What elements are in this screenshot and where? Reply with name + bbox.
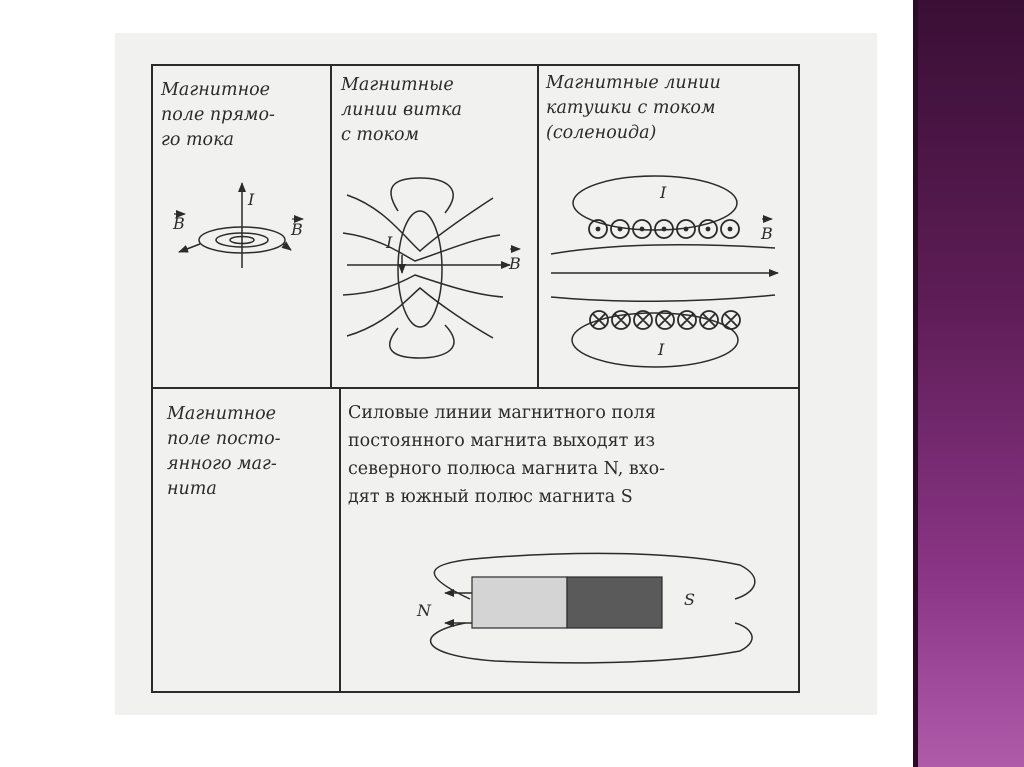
- description-line: постоянного магнита выходят из: [348, 431, 656, 451]
- solenoid-current-bottom: I: [658, 340, 665, 359]
- caption-line: нита: [167, 479, 217, 499]
- caption-permanent-magnet: [167, 402, 281, 502]
- coil-field-label: B: [509, 254, 521, 273]
- caption-line: Магнитные линии: [546, 73, 721, 93]
- description-line: северного полюса магнита N, вхо-: [348, 459, 666, 479]
- straight-current-diagram: [179, 183, 291, 268]
- field-label-left: B: [173, 214, 185, 233]
- magnet-description: [348, 399, 665, 511]
- caption-coil-turn: [341, 73, 462, 148]
- magnet-north-half: [472, 577, 567, 628]
- side-band-edge: [913, 0, 918, 767]
- decorative-side-band: [913, 0, 1024, 767]
- caption-line: го тока: [161, 130, 234, 150]
- caption-line: поле посто-: [167, 429, 281, 449]
- solenoid-field-label: B: [761, 224, 773, 243]
- solenoid-diagram: [551, 176, 778, 367]
- caption-line: поле прямо-: [161, 105, 275, 125]
- coil-current-label: I: [386, 233, 393, 252]
- north-pole-label: N: [417, 601, 431, 620]
- description-line: Силовые линии магнитного поля: [348, 403, 656, 423]
- caption-line: катушки с током: [546, 98, 716, 118]
- field-label-right: B: [291, 220, 303, 239]
- caption-straight-current: [161, 78, 275, 153]
- caption-line: Магнитное: [161, 80, 271, 100]
- vector-bars-cell1: [174, 214, 303, 219]
- caption-line: Магнитное: [167, 404, 277, 424]
- caption-line: Магнитные: [341, 75, 454, 95]
- south-pole-label: S: [684, 590, 695, 609]
- caption-line: линии витка: [341, 100, 462, 120]
- current-label: I: [248, 190, 255, 209]
- description-line: дят в южный полюс магнита S: [348, 487, 633, 507]
- caption-line: с током: [341, 125, 419, 145]
- magnet-south-half: [567, 577, 662, 628]
- caption-line: янного маг-: [167, 454, 277, 474]
- solenoid-current-top: I: [660, 183, 667, 202]
- scanned-table: [115, 33, 877, 715]
- caption-line: (соленоида): [546, 123, 657, 143]
- coil-turn-diagram: [343, 178, 510, 358]
- caption-solenoid: [546, 71, 721, 146]
